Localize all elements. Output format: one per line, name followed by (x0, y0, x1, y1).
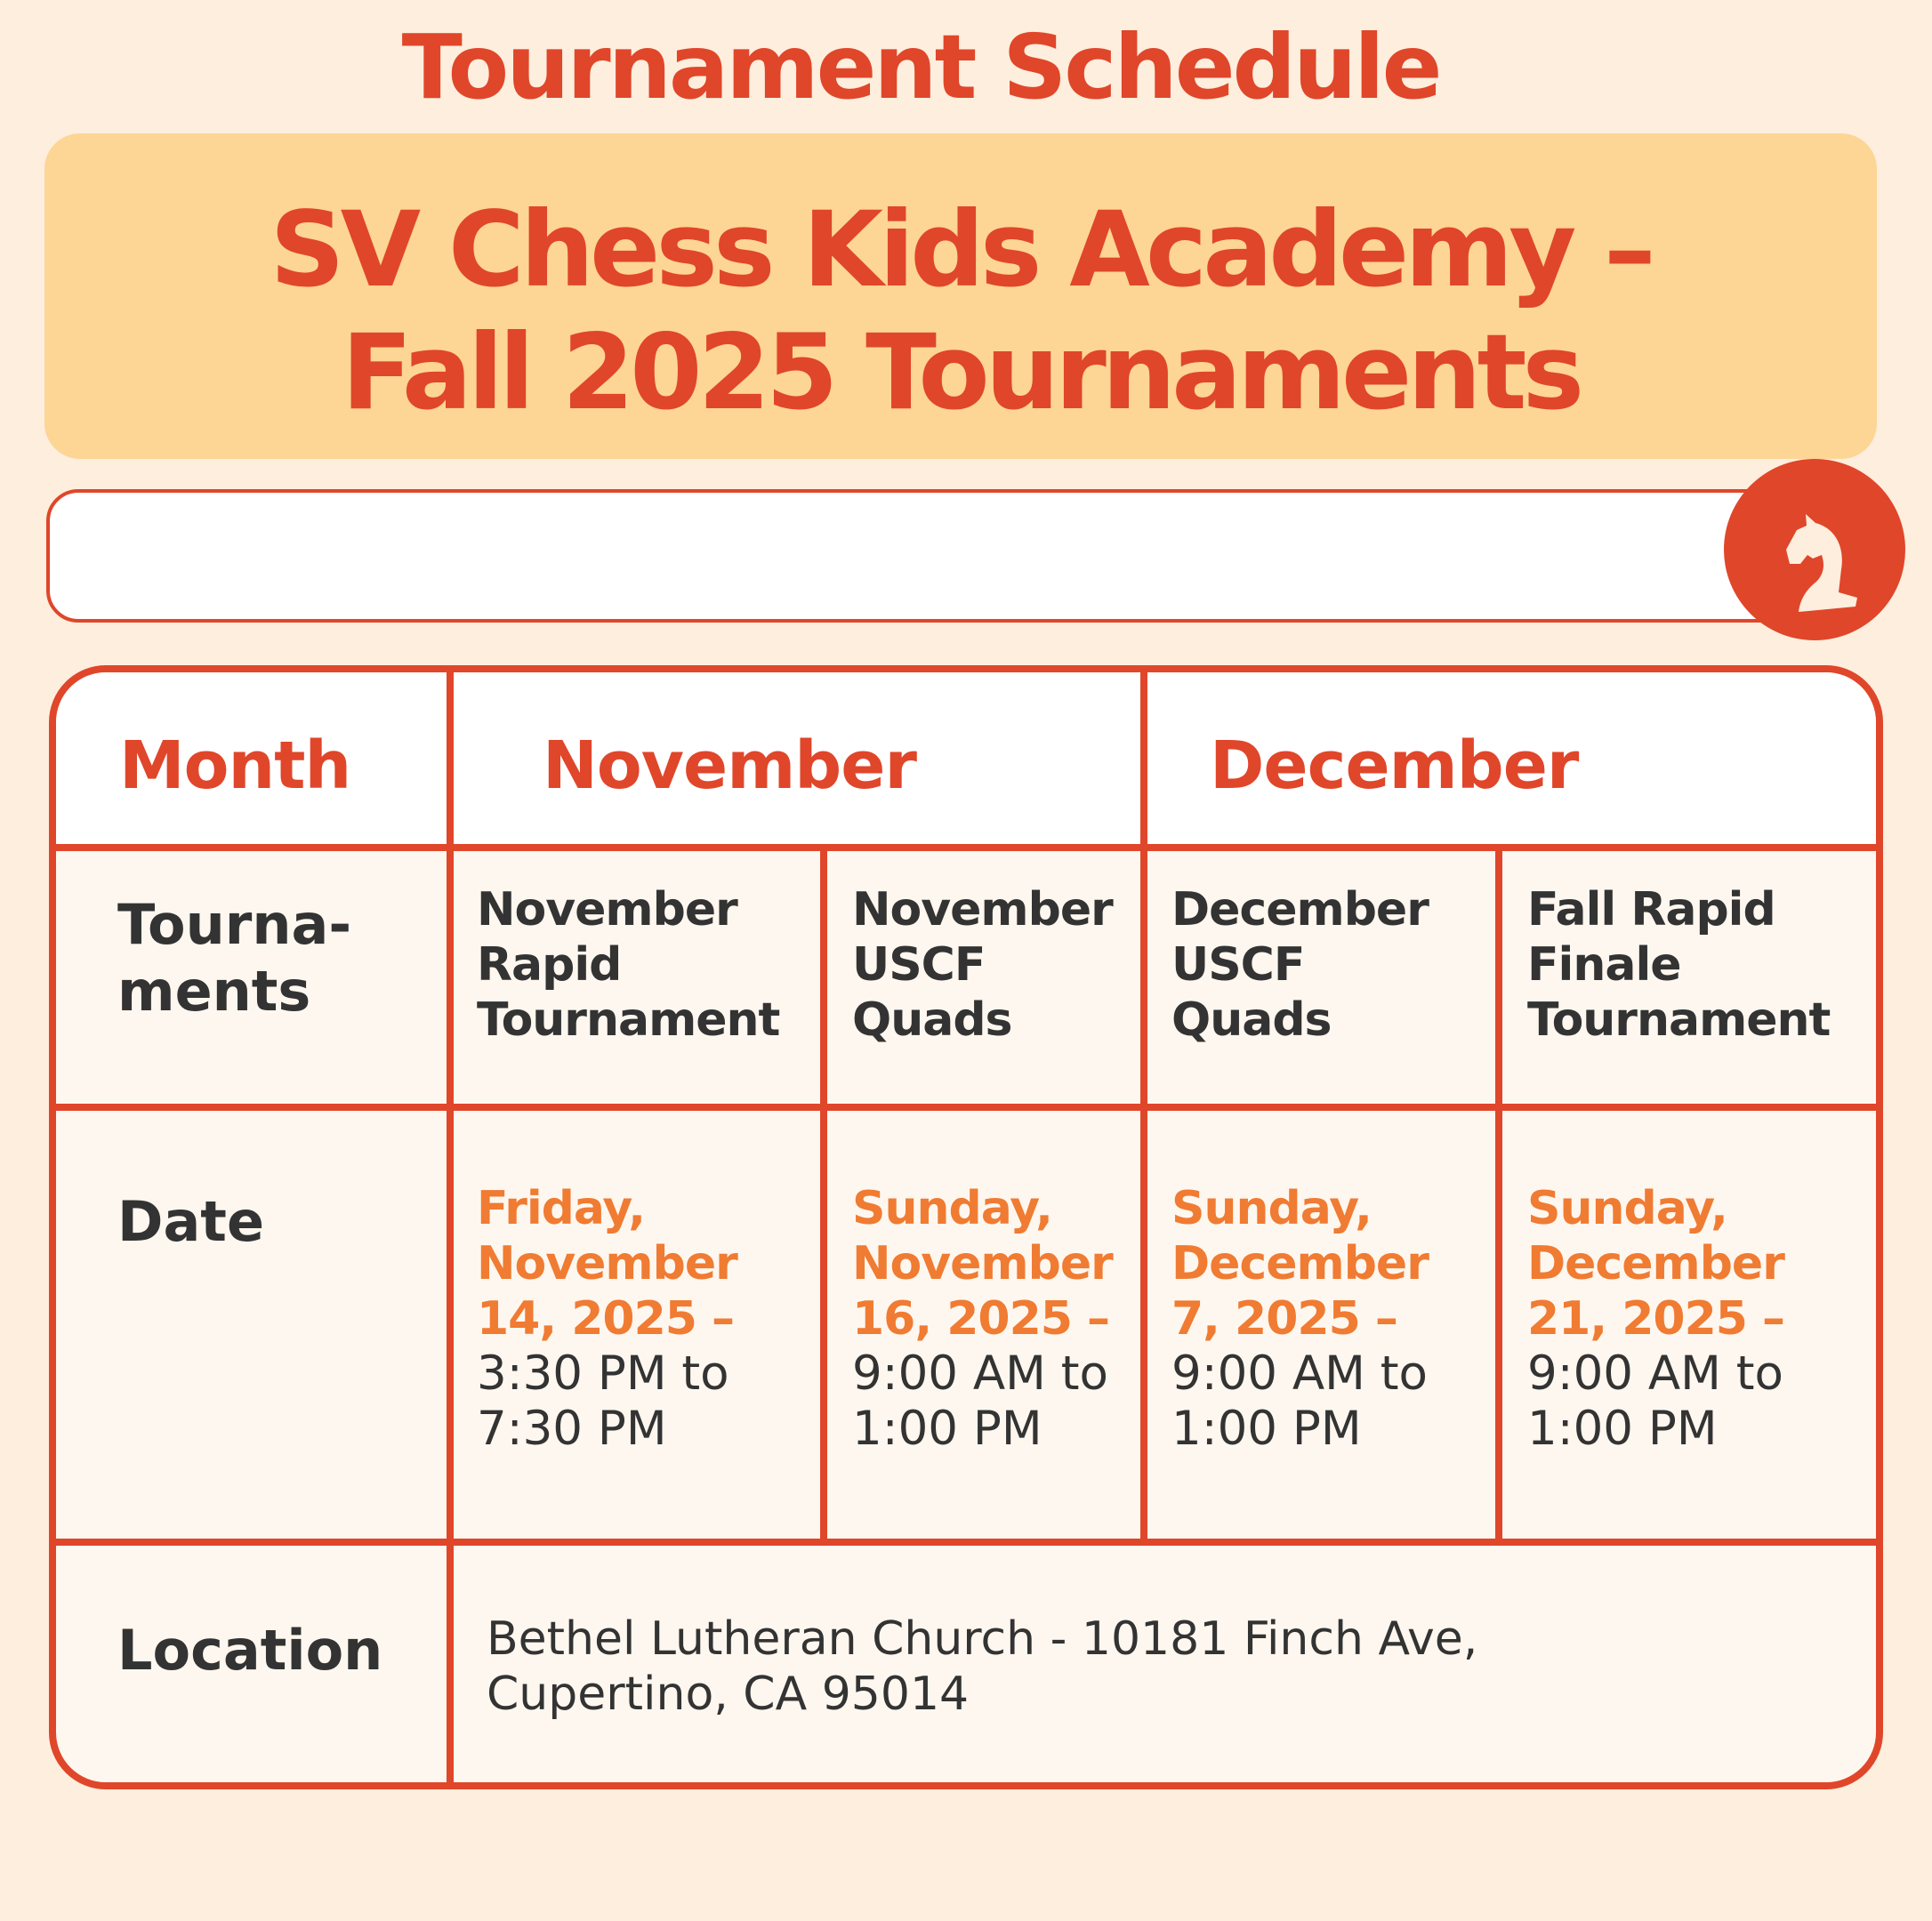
month-november: November (543, 727, 916, 804)
grid-line (56, 1539, 1876, 1546)
page-title-line-2: Fall 2025 Tournaments (341, 311, 1581, 433)
month-header: Month (119, 727, 351, 804)
tournaments-row-label: Tourna- ments (117, 892, 352, 1025)
schedule-heading-bar (46, 489, 1816, 623)
date-row-label: Date (117, 1189, 264, 1254)
grid-line (56, 1104, 1876, 1111)
tournament-name: November Rapid Tournament (477, 883, 780, 1047)
tournament-date: Friday, November 14, 2025 – 3:30 PM to 7:30 PM (477, 1182, 737, 1456)
location-address: Bethel Lutheran Church - 10181 Finch Ave, Cupertino, CA 95014 (487, 1612, 1478, 1721)
tournament-date: Sunday, November 16, 2025 – 9:00 AM to 1:00 PM (852, 1182, 1113, 1456)
title-panel (44, 133, 1877, 459)
schedule-heading: Tournament Schedule (401, 15, 1440, 119)
page-title-line-1: SV Chess Kids Academy – (270, 189, 1652, 310)
tournament-date: Sunday, December 7, 2025 – 9:00 AM to 1:00 PM (1171, 1182, 1429, 1456)
tournament-date: Sunday, December 21, 2025 – 9:00 AM to 1:00 PM (1527, 1182, 1785, 1456)
grid-line (1495, 844, 1502, 1542)
grid-line (820, 844, 827, 1542)
tournament-name: Fall Rapid Finale Tournament (1527, 883, 1831, 1047)
tournament-name: November USCF Quads (852, 883, 1113, 1047)
grid-line (1140, 672, 1147, 1542)
chess-knight-icon (1724, 459, 1905, 640)
knight-badge (1724, 459, 1905, 640)
grid-line (447, 672, 454, 1782)
tournament-name: December USCF Quads (1171, 883, 1429, 1047)
schedule-table (49, 665, 1883, 1789)
month-december: December (1210, 727, 1579, 804)
grid-line (56, 844, 1876, 851)
location-row-label: Location (117, 1618, 383, 1683)
